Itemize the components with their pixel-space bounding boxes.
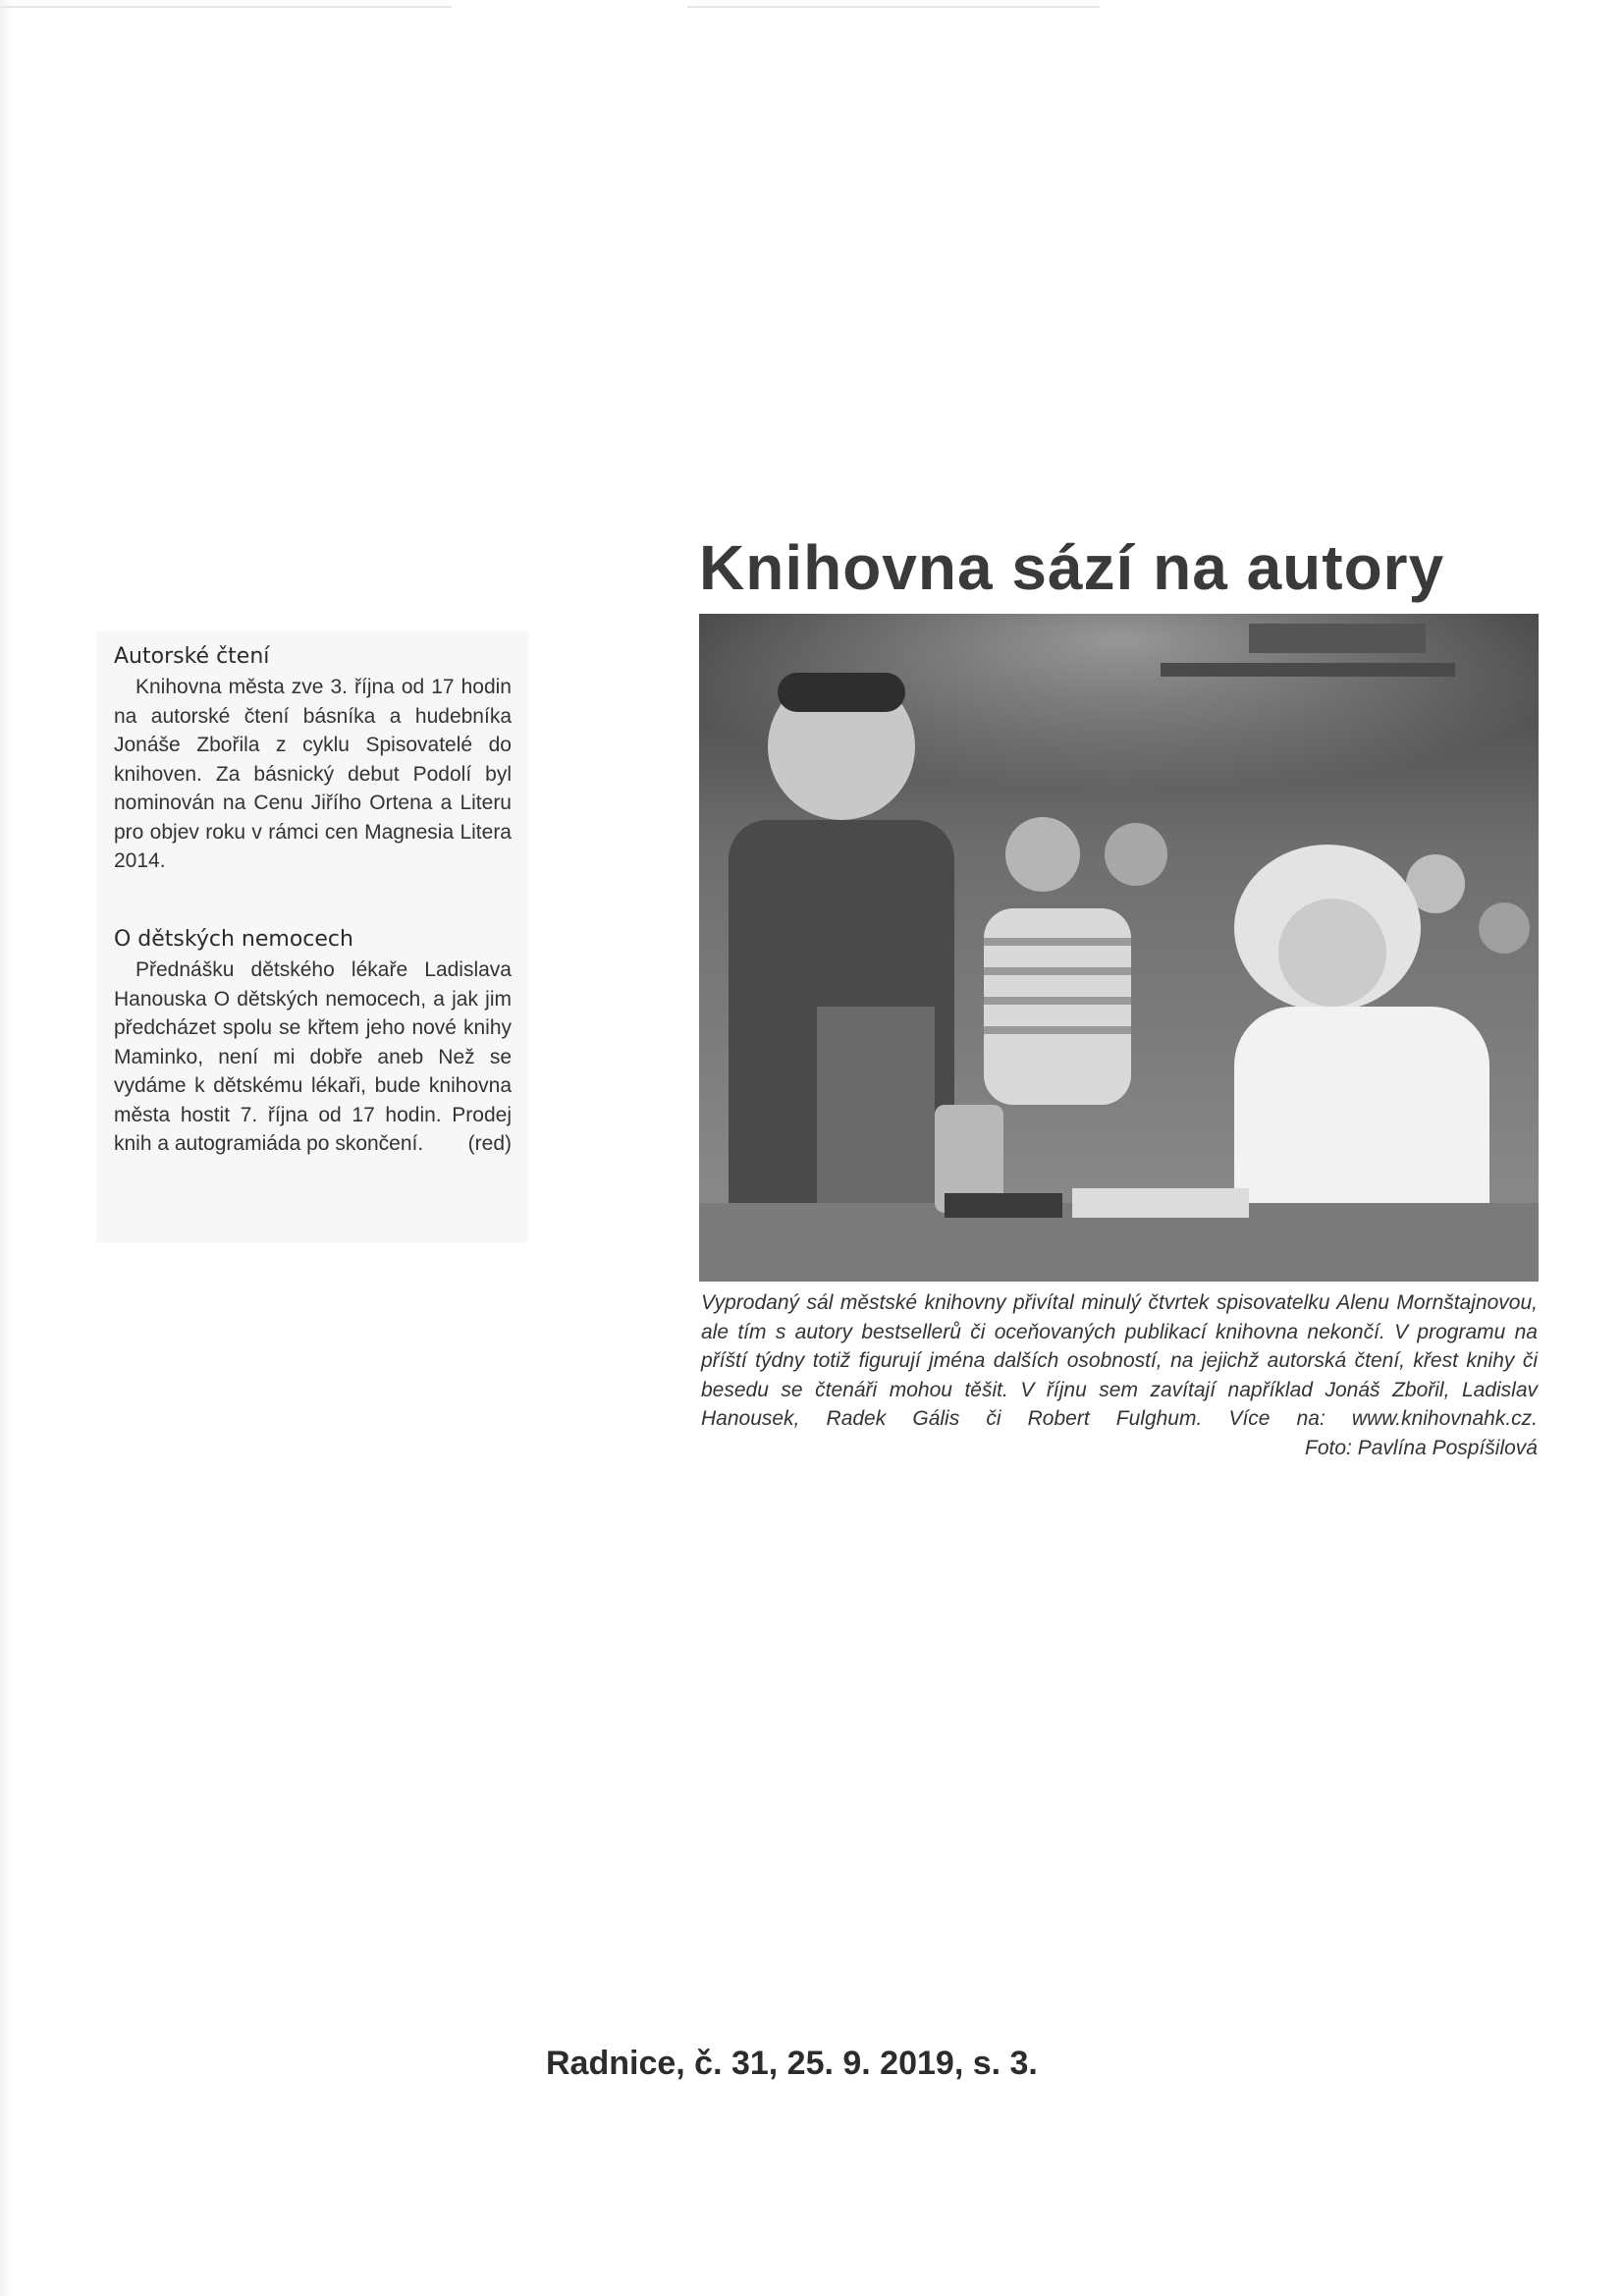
- caption-text: Vyprodaný sál městské knihovny přivítal minulý čtvrtek spisovatelku Alenu Mornštajnovou, ale tím s autory bestsellerů či oceňovaných publikací knihovna nekončí. V programu na příští týdny totiž figurují jména dalších osobností, na jejichž autorská čtení, křest knihy či besedu se čtenáři mohou těšit. V říjnu sem zavítají například Jonáš Zbořil, Ladislav Hanousek, Radek Gális či Robert Fulghum. Více na: www.knihovnahk.cz.: [701, 1291, 1538, 1430]
- photo-caption: [701, 1288, 1538, 1462]
- brief-signature: (red): [467, 1132, 512, 1155]
- scan-line: [0, 6, 452, 8]
- article-headline: Knihovna sází na autory: [699, 532, 1445, 603]
- photo-illustration: [699, 614, 1539, 1282]
- source-citation: Radnice, č. 31, 25. 9. 2019, s. 3.: [546, 2045, 1038, 2082]
- article-photo: [699, 614, 1539, 1282]
- brief-text: Přednášku dětského lékaře Ladislava Hanouska O dětských nemocech, a jak jim předcházet spolu se křtem jeho nové knihy Maminko, není mi dobře aneb Než se vydáme k dětskému lékaři, bude knihovna města hostit 7. října od 17 hodin. Prodej knih a autogramiáda po skončení.: [114, 958, 512, 1155]
- brief-title: Autorské čtení: [114, 644, 270, 669]
- brief-body: [114, 956, 512, 1159]
- brief-detske-nemoci: [114, 926, 512, 1159]
- scan-edge: [0, 0, 12, 2296]
- brief-body: Knihovna města zve 3. října od 17 hodin na autorské čtení básníka a hudebníka Jonáše Zbořila z cyklu Spisovatelé do knihoven. Za básnický debut Podolí byl nominován na Cenu Jiřího Ortena a Literu pro objev roku v rámci cen Magnesia Litera 2014.: [114, 676, 512, 872]
- scan-line: [687, 6, 1100, 8]
- brief-autorske-cteni: [114, 643, 512, 876]
- news-briefs-column: [96, 631, 528, 1242]
- photo-credit: Foto: Pavlína Pospíšilová: [1305, 1436, 1538, 1459]
- brief-title: O dětských nemocech: [114, 927, 353, 952]
